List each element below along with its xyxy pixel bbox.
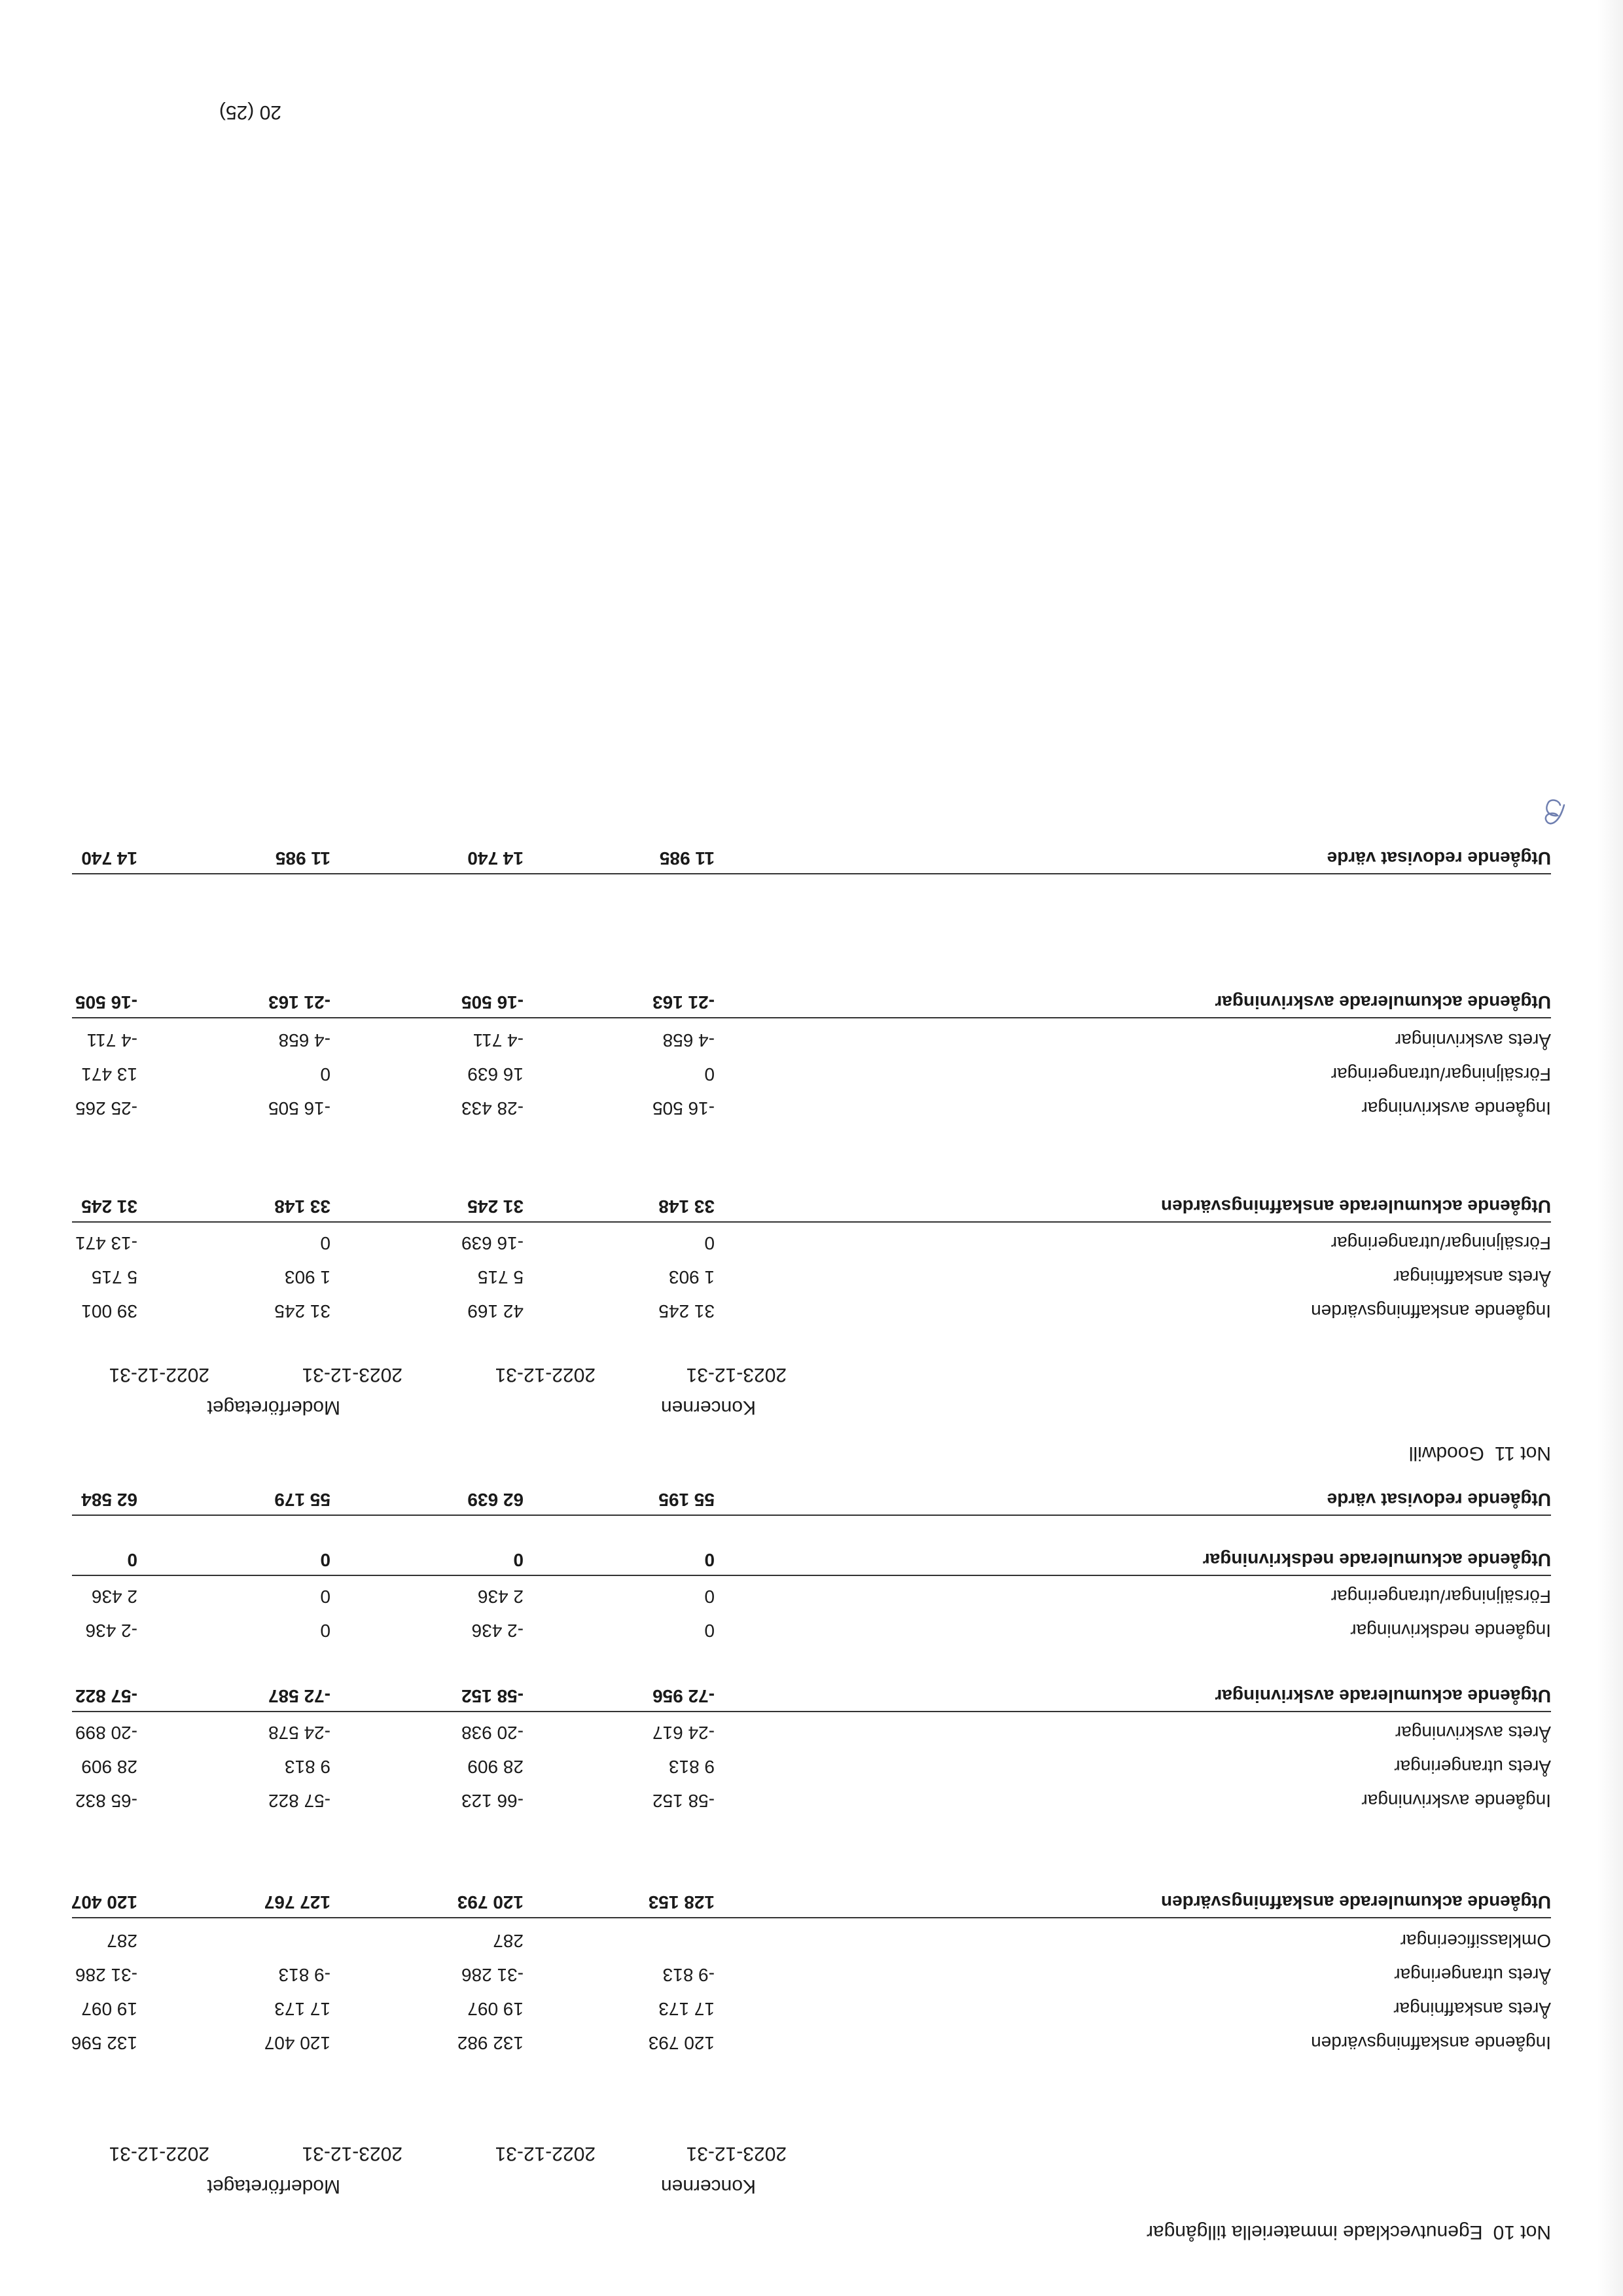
- cell-value: 16 639: [467, 1064, 524, 1085]
- cell-value: 13 471: [81, 1064, 137, 1085]
- cell-value: -21 163: [652, 992, 715, 1013]
- cell-value: -31 286: [75, 1965, 137, 1985]
- cell-value: 0: [127, 1550, 137, 1570]
- cell-value: 5 715: [91, 1267, 137, 1287]
- row-label: Försäljningar/utrangeringar: [1330, 1064, 1551, 1085]
- cell-value: 28 909: [81, 1757, 137, 1777]
- note10-number: Not 10: [1493, 2221, 1551, 2243]
- cell-value: -4 658: [662, 1030, 715, 1050]
- cell-value: 0: [320, 1621, 330, 1641]
- cell-value: 120 407: [264, 2033, 330, 2053]
- cell-value: 0: [704, 1064, 715, 1085]
- cell-value: -58 152: [652, 1791, 715, 1811]
- row-label: Årets anskaffningar: [1393, 1999, 1551, 2019]
- cell-value: 9 813: [284, 1757, 330, 1777]
- cell-value: -58 152: [461, 1686, 524, 1706]
- note11-date: 2023-12-31: [686, 1364, 787, 1386]
- row-label: Ingående anskaffningsvärden: [1311, 1301, 1551, 1321]
- cell-value: 0: [704, 1550, 715, 1570]
- cell-value: 2 436: [91, 1587, 137, 1607]
- row-label: Utgående ackumulerade nedskrivningar: [1202, 1550, 1551, 1570]
- cell-value: -65 832: [75, 1791, 137, 1811]
- cell-value: 55 179: [274, 1490, 330, 1510]
- cell-value: 128 153: [648, 1892, 715, 1912]
- note10-group-koncernen: Koncernen: [660, 2176, 756, 2197]
- cell-value: -9 813: [662, 1965, 715, 1985]
- row-label: Försäljningar/utrangeringar: [1330, 1587, 1551, 1607]
- cell-value: 19 097: [467, 1999, 524, 2019]
- cell-value: 9 813: [668, 1757, 715, 1777]
- cell-value: 33 148: [658, 1196, 715, 1217]
- note11-heading: Goodwill: [1408, 1443, 1484, 1464]
- row-label: Omklassificeringar: [1400, 1931, 1551, 1951]
- cell-value: 31 245: [81, 1196, 137, 1217]
- cell-value: -24 578: [268, 1723, 330, 1743]
- cell-value: 0: [513, 1550, 524, 1570]
- cell-value: 11 985: [275, 848, 330, 869]
- cell-value: 120 407: [71, 1892, 137, 1912]
- note10-date: 2022-12-31: [109, 2143, 209, 2164]
- cell-value: -66 123: [461, 1791, 524, 1811]
- cell-value: -9 813: [278, 1965, 330, 1985]
- cell-value: -57 822: [268, 1791, 330, 1811]
- cell-value: -16 639: [461, 1233, 524, 1253]
- row-label: Ingående anskaffningsvärden: [1311, 2033, 1551, 2053]
- row-label: Utgående redovisat värde: [1327, 1490, 1551, 1510]
- note11-group-moderforetaget: Moderföretaget: [207, 1397, 340, 1418]
- row-label: Ingående nedskrivningar: [1350, 1621, 1551, 1641]
- page-number: 20 (25): [219, 101, 281, 123]
- cell-value: -2 436: [471, 1621, 524, 1641]
- cell-value: 0: [704, 1621, 715, 1641]
- cell-value: 1 903: [668, 1267, 715, 1287]
- note10-date: 2022-12-31: [495, 2143, 596, 2164]
- cell-value: -31 286: [461, 1965, 524, 1985]
- row-label: Försäljningar/utrangeringar: [1330, 1233, 1551, 1253]
- cell-value: 0: [704, 1587, 715, 1607]
- cell-value: -25 265: [75, 1098, 137, 1119]
- note11-date: 2022-12-31: [109, 1364, 209, 1386]
- cell-value: 2 436: [477, 1587, 524, 1607]
- row-label: Årets avskrivningar: [1395, 1030, 1551, 1050]
- cell-value: 1 903: [284, 1267, 330, 1287]
- cell-value: 39 001: [81, 1301, 137, 1321]
- note10-group-moderforetaget: Moderföretaget: [207, 2176, 340, 2197]
- cell-value: 33 148: [274, 1196, 330, 1217]
- cell-value: 127 767: [264, 1892, 330, 1912]
- note11-number: Not 11: [1494, 1443, 1551, 1464]
- cell-value: 0: [320, 1550, 330, 1570]
- cell-value: 31 245: [467, 1196, 524, 1217]
- note11-date: 2023-12-31: [302, 1364, 402, 1386]
- cell-value: 11 985: [659, 848, 715, 869]
- cell-value: -16 505: [75, 992, 137, 1013]
- cell-value: 14 740: [467, 848, 524, 869]
- cell-value: -57 822: [75, 1686, 137, 1706]
- cell-value: -20 938: [461, 1723, 524, 1743]
- note10-title: [1147, 2220, 1551, 2244]
- cell-value: 31 245: [658, 1301, 715, 1321]
- row-label: Utgående ackumulerade anskaffningsvärden: [1161, 1892, 1551, 1912]
- note10-date: 2023-12-31: [302, 2143, 402, 2164]
- cell-value: 287: [107, 1931, 137, 1951]
- cell-value: 132 982: [457, 2033, 524, 2053]
- cell-value: -4 711: [473, 1030, 524, 1050]
- cell-value: 19 097: [81, 1999, 137, 2019]
- cell-value: -16 505: [652, 1098, 715, 1119]
- cell-value: 17 173: [658, 1999, 715, 2019]
- row-label: Årets avskrivningar: [1395, 1723, 1551, 1743]
- cell-value: 14 740: [81, 848, 137, 869]
- cell-value: 42 169: [467, 1301, 524, 1321]
- cell-value: 17 173: [274, 1999, 330, 2019]
- cell-value: 287: [493, 1931, 524, 1951]
- cell-value: -13 471: [75, 1233, 137, 1253]
- cell-value: 28 909: [467, 1757, 524, 1777]
- row-label: Utgående redovisat värde: [1327, 848, 1551, 869]
- cell-value: 62 584: [81, 1490, 137, 1510]
- cell-value: -4 658: [278, 1030, 330, 1050]
- row-label: Årets utrangeringar: [1394, 1965, 1551, 1985]
- note10-heading: Egenutvecklade immateriella tillgångar: [1147, 2221, 1483, 2243]
- cell-value: -72 587: [268, 1686, 330, 1706]
- cell-value: -20 899: [75, 1723, 137, 1743]
- note11-date: 2022-12-31: [495, 1364, 596, 1386]
- handwritten-initials-icon: [1541, 797, 1568, 831]
- cell-value: 55 195: [658, 1490, 715, 1510]
- row-label: Utgående ackumulerade anskaffningsvärden: [1161, 1196, 1551, 1217]
- note10-date: 2023-12-31: [686, 2143, 787, 2164]
- note11-title: [1409, 1441, 1551, 1465]
- row-label: Utgående ackumulerade avskrivningar: [1215, 1686, 1551, 1706]
- cell-value: -24 617: [652, 1723, 715, 1743]
- row-label: Årets anskaffningar: [1393, 1267, 1551, 1287]
- cell-value: 0: [320, 1587, 330, 1607]
- row-label: Ingående avskrivningar: [1361, 1098, 1551, 1119]
- scan-edge-shadow: [1597, 0, 1623, 2296]
- cell-value: -72 956: [652, 1686, 715, 1706]
- row-label: Ingående avskrivningar: [1361, 1791, 1551, 1811]
- cell-value: 0: [320, 1064, 330, 1085]
- cell-value: 62 639: [467, 1490, 524, 1510]
- cell-value: -21 163: [268, 992, 330, 1013]
- row-label: Utgående ackumulerade avskrivningar: [1215, 992, 1551, 1013]
- cell-value: -16 505: [268, 1098, 330, 1119]
- cell-value: 132 596: [71, 2033, 137, 2053]
- row-label: Årets utrangeringar: [1394, 1757, 1551, 1777]
- cell-value: -2 436: [85, 1621, 137, 1641]
- cell-value: 5 715: [477, 1267, 524, 1287]
- cell-value: 120 793: [457, 1892, 524, 1912]
- cell-value: 0: [320, 1233, 330, 1253]
- note11-group-koncernen: Koncernen: [660, 1397, 756, 1418]
- cell-value: 120 793: [648, 2033, 715, 2053]
- cell-value: 0: [704, 1233, 715, 1253]
- cell-value: -4 711: [86, 1030, 137, 1050]
- cell-value: -28 433: [461, 1098, 524, 1119]
- cell-value: -16 505: [461, 992, 524, 1013]
- cell-value: 31 245: [274, 1301, 330, 1321]
